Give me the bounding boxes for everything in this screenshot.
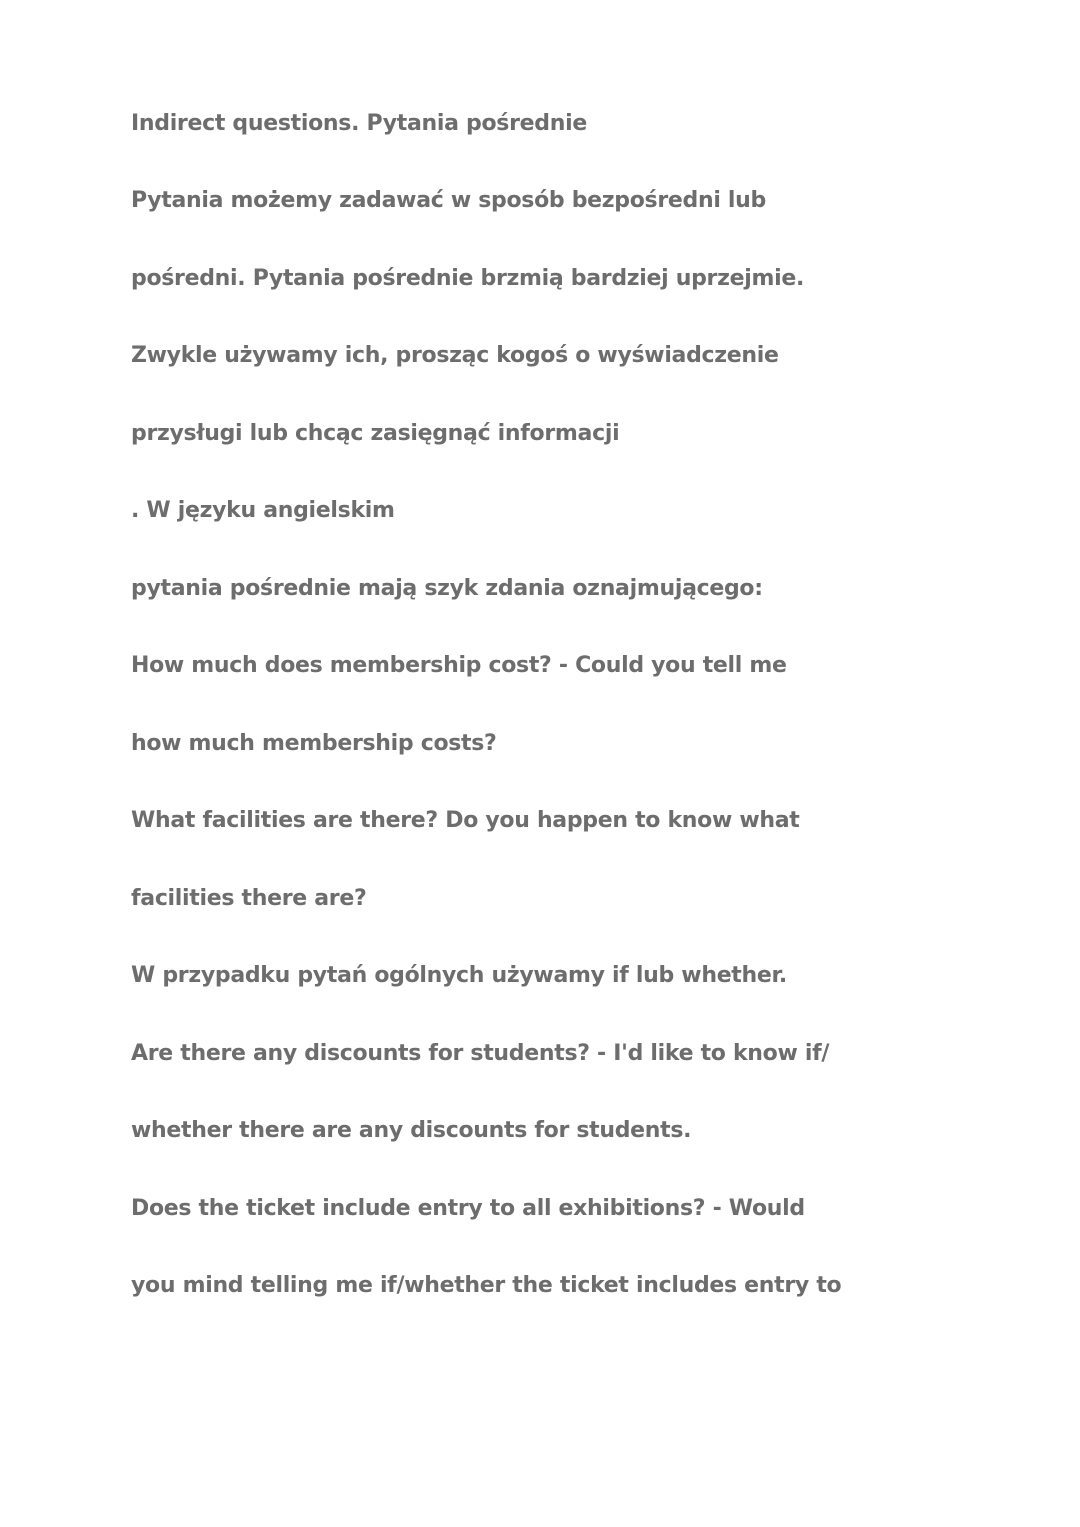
text-line: pośredni. Pytania pośrednie brzmią bardziej uprzejmie.: [131, 266, 804, 291]
text-line: . W języku angielskim: [131, 498, 395, 523]
text-line: how much membership costs?: [131, 731, 497, 756]
text-line: facilities there are?: [131, 886, 367, 911]
text-line: What facilities are there? Do you happen to know what: [131, 808, 800, 833]
text-line: pytania pośrednie mają szyk zdania oznajmującego:: [131, 576, 763, 601]
text-line: Pytania możemy zadawać w sposób bezpośredni lub: [131, 188, 766, 213]
text-line: Are there any discounts for students? - I'd like to know if/: [131, 1041, 830, 1066]
text-line: whether there are any discounts for students.: [131, 1118, 692, 1143]
text-line: How much does membership cost? - Could you tell me: [131, 653, 787, 678]
text-line: Zwykle używamy ich, prosząc kogoś o wyświadczenie: [131, 343, 779, 368]
text-line: Does the ticket include entry to all exhibitions? - Would: [131, 1196, 805, 1221]
page-title: Indirect questions. Pytania pośrednie: [131, 111, 587, 136]
text-line: przysługi lub chcąc zasięgnąć informacji: [131, 421, 620, 446]
text-line: you mind telling me if/whether the ticket includes entry to: [131, 1273, 842, 1298]
text-line: W przypadku pytań ogólnych używamy if lub whether.: [131, 963, 787, 988]
